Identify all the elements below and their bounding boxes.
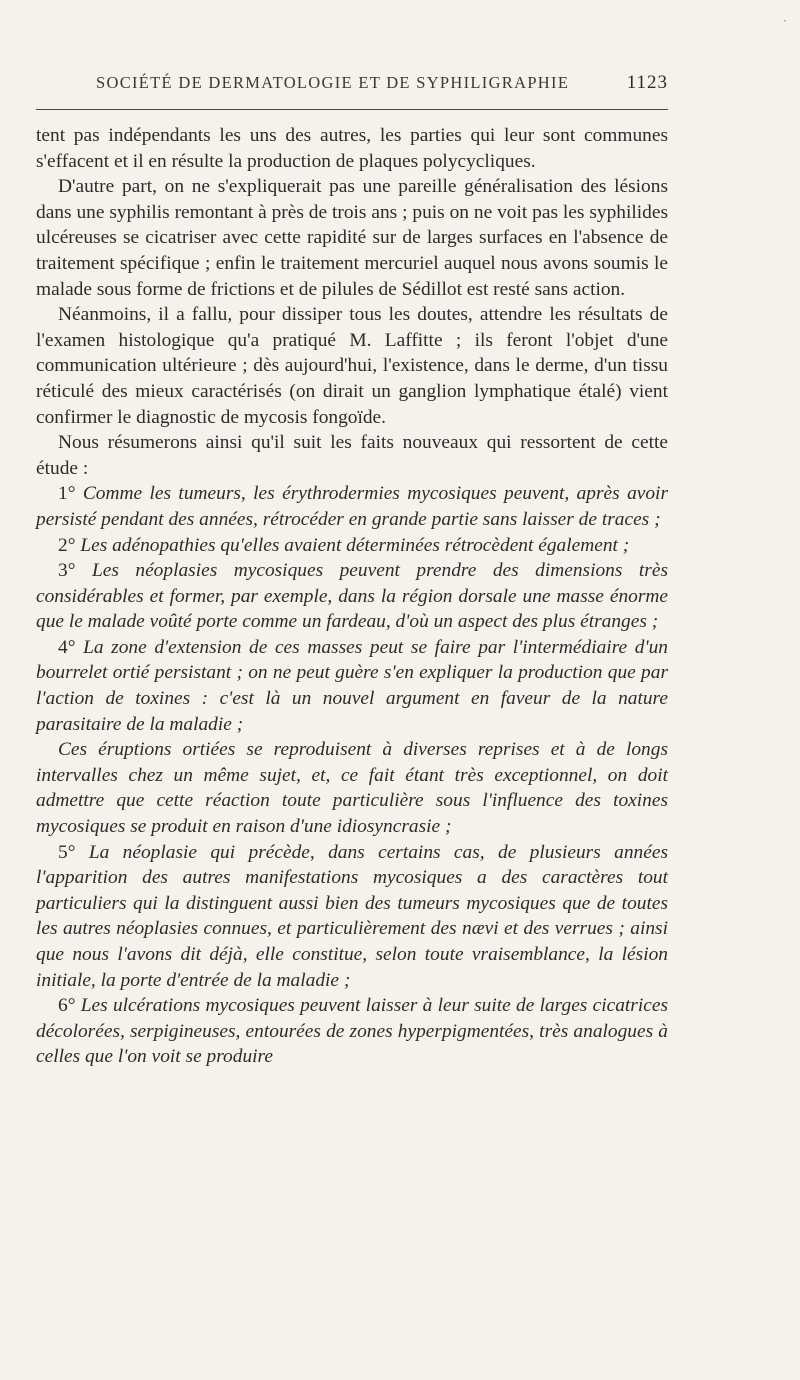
item-number: 3° (58, 560, 76, 582)
item-number: 4° (58, 636, 76, 658)
conclusion-item (36, 481, 668, 532)
page-number: 1123 (626, 72, 668, 93)
item-text: Les adénopathies qu'elles avaient déterminées rétrocèdent également ; (80, 534, 630, 556)
running-head (36, 72, 668, 94)
item-number: 5° (58, 841, 76, 863)
item-text: La zone d'extension de ces masses peut se faire par l'intermédiaire d'un bourrelet ortié persistant ; on ne peut guère s'en expliquer la production que par l'action de toxines : c'est là un nouvel argument en faveur de la nature parasitaire de la maladie ; (36, 636, 668, 735)
paragraph: Nous résumerons ainsi qu'il suit les faits nouveaux qui ressortent de cette étude : (36, 432, 668, 479)
conclusion-item (36, 558, 668, 635)
item-text: Comme les tumeurs, les érythrodermies mycosiques peuvent, après avoir persisté pendant des années, rétrocéder en grande partie sans laisser de traces ; (36, 483, 668, 530)
conclusion-item (36, 993, 668, 1070)
conclusion-item (36, 737, 668, 839)
conclusion-item (36, 840, 668, 994)
paragraph: Néanmoins, il a fallu, pour dissiper tous les doutes, attendre les résultats de l'examen histologique qu'a pratiqué M. Laffitte ; ils feront l'objet d'une communication ultérieure ; dès aujourd'hui, l'existence, dans le derme, d'un tissu réticulé des mieux caractérisés (on dirait un ganglion lymphatique étalé) vient confirmer le diagnostic de mycosis fongoïde. (36, 304, 668, 428)
item-number: 6° (58, 995, 76, 1017)
paragraph: tent pas indépendants les uns des autres, les parties qui leur sont communes s'effacent et il en résulte la production de plaques polycycliques. (36, 125, 668, 172)
body-text (36, 123, 668, 1070)
conclusion-item (36, 635, 668, 737)
item-number: 2° (58, 534, 76, 556)
item-text: Ces éruptions ortiées se reproduisent à diverses reprises et à de longs intervalles chez un même sujet, et, ce fait étant très exceptionnel, on doit admettre que cette réaction toute particulière sous l'influence des toxines mycosiques se produit en raison d'une idiosyncrasie ; (36, 739, 668, 838)
conclusion-item (36, 533, 668, 559)
item-text: La néoplasie qui précède, dans certains cas, de plusieurs années l'apparition des autres manifestations mycosiques a des caractères tout particuliers qui la distinguent aussi bien des tumeurs mycosiques que de toutes les autres néoplasies connues, et particulièrement des nævi et des verrues ; ainsi que nous l'avons dit déjà, elle constitue, selon toute vraisemblance, la lésion initiale, la porte d'entrée de la maladie ; (36, 841, 668, 991)
paragraph: D'autre part, on ne s'expliquerait pas une pareille généralisation des lésions dans une syphilis remontant à près de trois ans ; puis on ne voit pas les syphilides ulcéreuses se cicatriser avec cette rapidité sur de larges surfaces en l'absence de traitement spécifique ; enfin le traitement mercuriel auquel nous avons soumis le malade sous forme de frictions et de pilules de Sédillot est resté sans action. (36, 176, 668, 300)
item-number: 1° (58, 483, 76, 505)
margin-mark: · (783, 14, 787, 28)
item-text: Les néoplasies mycosiques peuvent prendre des dimensions très considérables et former, par exemple, dans la région dorsale une masse énorme que le malade voûté porte comme un fardeau, d'où un aspect des plus étranges ; (36, 560, 668, 633)
item-text: Les ulcérations mycosiques peuvent laisser à leur suite de larges cicatrices décolorées, serpigineuses, entourées de zones hyperpigmentées, très analogues à celles que l'on voit se produire (36, 995, 668, 1068)
running-title: SOCIÉTÉ DE DERMATOLOGIE ET DE SYPHILIGRAPHIE (96, 73, 570, 92)
header-rule (36, 109, 668, 110)
